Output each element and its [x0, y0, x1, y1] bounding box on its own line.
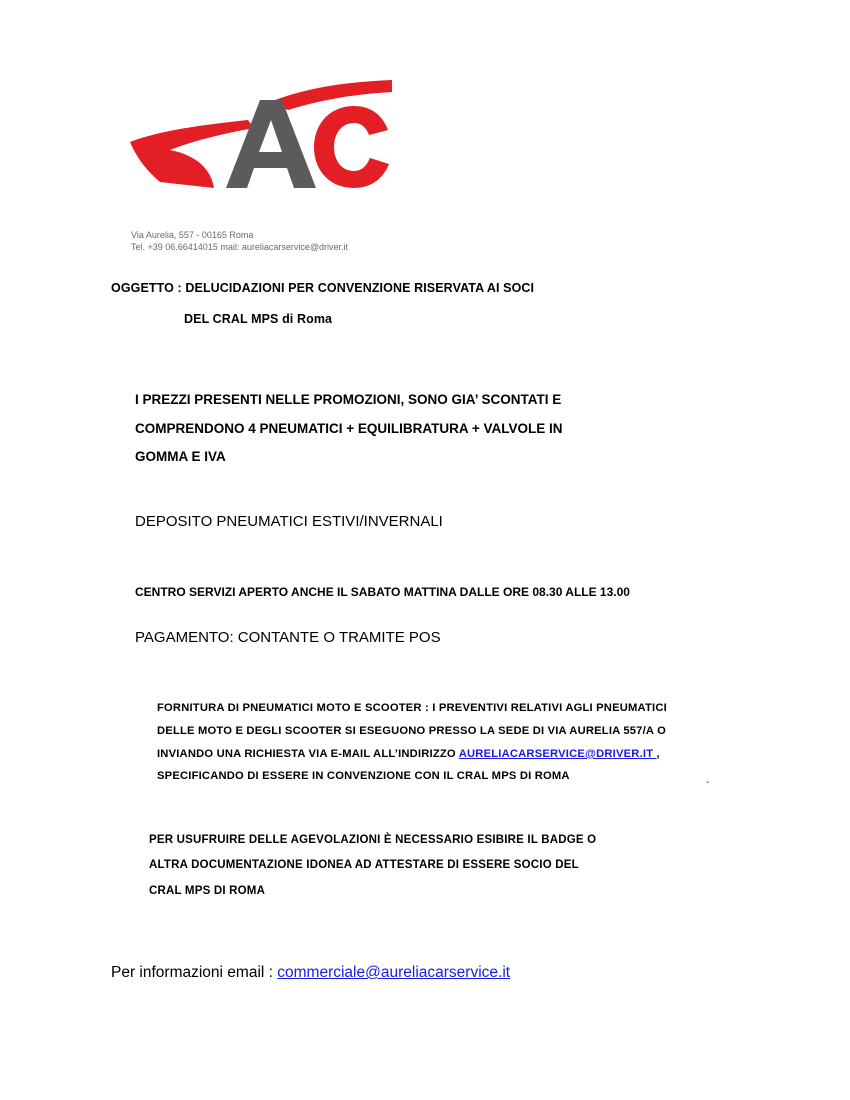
moto-line-3-comma: , — [656, 748, 660, 760]
prices-line-3: GOMMA E IVA — [135, 449, 226, 464]
address-line: Via Aurelia, 557 - 00165 Roma — [131, 230, 254, 240]
moto-line-3-text: INVIANDO UNA RICHIESTA VIA E-MAIL ALL’INDIRIZZO — [157, 748, 456, 760]
footer-label: Per informazioni email : — [111, 964, 278, 981]
deposit-heading: DEPOSITO PNEUMATICI ESTIVI/INVERNALI — [135, 513, 443, 530]
moto-line-4: SPECIFICANDO DI ESSERE IN CONVENZIONE CON IL CRAL MPS DI ROMA — [157, 770, 570, 782]
company-logo — [130, 80, 392, 192]
subject-line-1: OGGETTO : DELUCIDAZIONI PER CONVENZIONE RISERVATA AI SOCI — [111, 281, 535, 295]
payment-methods: PAGAMENTO: CONTANTE O TRAMITE POS — [135, 629, 441, 646]
badge-line-2: ALTRA DOCUMENTAZIONE IDONEA AD ATTESTARE DI ESSERE SOCIO DEL — [149, 859, 579, 871]
moto-line-1: FORNITURA DI PNEUMATICI MOTO E SCOOTER : I PREVENTIVI RELATIVI AGLI PNEUMATICI — [157, 702, 667, 714]
badge-line-3: CRAL MPS DI ROMA — [149, 885, 266, 897]
opening-hours: CENTRO SERVIZI APERTO ANCHE IL SABATO MATTINA DALLE ORE 08.30 ALLE 13.00 — [135, 585, 630, 599]
logo-car-roof — [270, 80, 392, 110]
badge-line-1: PER USUFRUIRE DELLE AGEVOLAZIONI È NECESSARIO ESIBIRE IL BADGE O — [149, 834, 597, 846]
logo-letter-a — [226, 100, 316, 188]
moto-line-3 — [157, 748, 660, 760]
logo-letter-c — [314, 106, 389, 188]
driver-email-link[interactable]: AURELIACARSERVICE@DRIVER.IT — [458, 748, 657, 760]
footer-info — [111, 964, 510, 982]
prices-line-2: COMPRENDONO 4 PNEUMATICI + EQUILIBRATURA + VALVOLE IN — [135, 421, 563, 436]
prices-line-1: I PREZZI PRESENTI NELLE PROMOZIONI, SONO GIA’ SCONTATI E — [135, 392, 562, 407]
contact-line: Tel. +39 06.66414015 mail: aureliacarservice@driver.it — [131, 242, 349, 252]
commercial-email-link[interactable]: commerciale@aureliacarservice.it — [277, 964, 511, 981]
letterhead-address — [131, 229, 348, 253]
moto-line-2: DELLE MOTO E DEGLI SCOOTER SI ESEGUONO PRESSO LA SEDE DI VIA AURELIA 557/A O — [157, 725, 666, 737]
subject-line-2: DEL CRAL MPS di Roma — [184, 312, 333, 326]
stray-mark: - — [706, 777, 710, 788]
